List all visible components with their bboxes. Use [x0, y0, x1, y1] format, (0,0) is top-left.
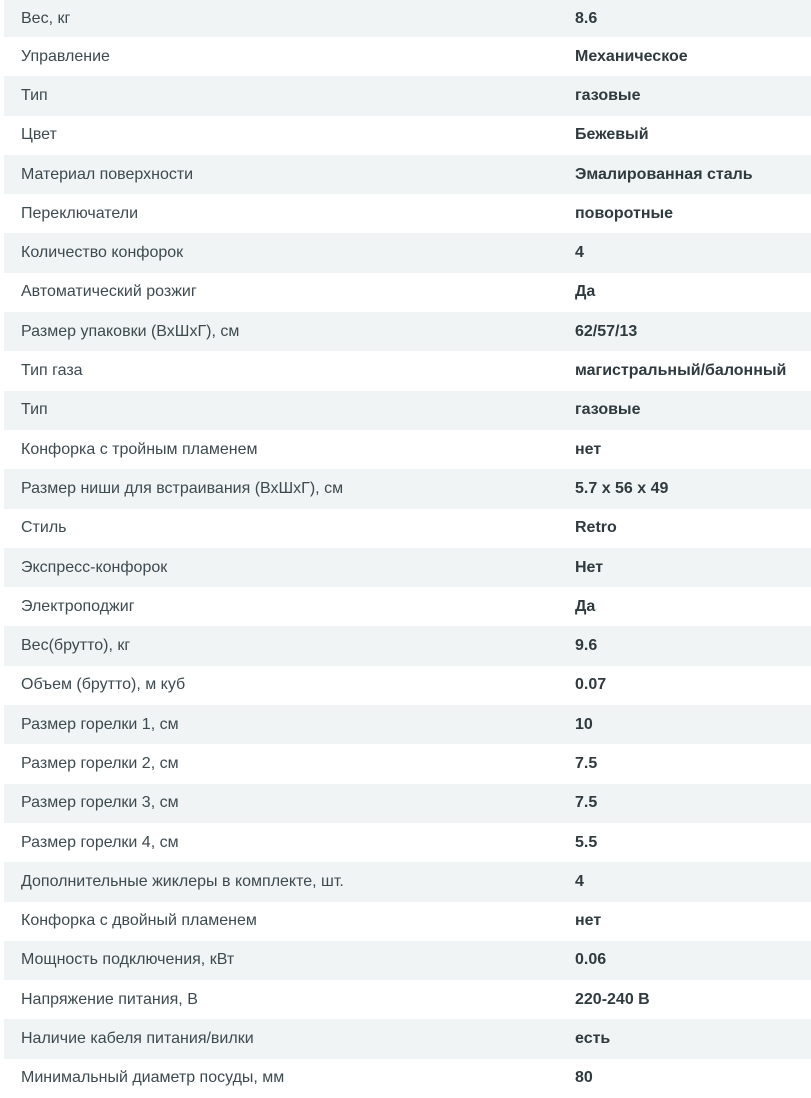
spec-value: 0.06: [575, 951, 607, 969]
spec-name: Наличие кабеля питания/вилки: [21, 1030, 254, 1048]
spec-table: [4, 0, 811, 1098]
spec-name: Размер ниши для встраивания (ВхШхГ), см: [21, 479, 344, 497]
spec-row: [4, 509, 811, 548]
spec-name: Мощность подключения, кВт: [21, 951, 235, 969]
spec-row: [4, 312, 811, 351]
spec-name: Вес(брутто), кг: [21, 637, 131, 655]
spec-name: Минимальный диаметр посуды, мм: [21, 1069, 285, 1087]
spec-value: нет: [575, 912, 602, 930]
spec-name: Электроподжиг: [21, 597, 135, 615]
spec-value: 10: [575, 715, 593, 733]
spec-value: Механическое: [575, 47, 688, 65]
spec-name: Количество конфорок: [21, 244, 184, 262]
spec-row: [4, 351, 811, 390]
spec-name: Дополнительные жиклеры в комплекте, шт.: [21, 872, 344, 890]
spec-name: Материал поверхности: [21, 165, 194, 183]
spec-row: [4, 116, 811, 155]
spec-value: 7.5: [575, 794, 598, 812]
spec-row: [4, 76, 811, 115]
spec-row: [4, 902, 811, 941]
spec-row: [4, 705, 811, 744]
spec-row: [4, 941, 811, 980]
spec-name: Размер упаковки (ВхШхГ), см: [21, 322, 240, 340]
spec-row: [4, 980, 811, 1019]
spec-name: Размер горелки 4, см: [21, 833, 179, 851]
spec-row: [4, 391, 811, 430]
spec-value: газовые: [575, 401, 641, 419]
spec-value: Нет: [575, 558, 604, 576]
spec-value: есть: [575, 1030, 611, 1048]
spec-value: магистральный/балонный: [575, 362, 787, 380]
spec-row: [4, 1059, 811, 1098]
spec-name: Напряжение питания, В: [21, 990, 198, 1008]
spec-row: [4, 744, 811, 783]
spec-name: Тип газа: [21, 362, 83, 380]
spec-name: Цвет: [21, 126, 57, 144]
spec-value: 80: [575, 1069, 593, 1087]
spec-name: Тип: [21, 401, 48, 419]
spec-name: Конфорка с тройным пламенем: [21, 440, 258, 458]
spec-name: Стиль: [21, 519, 67, 537]
spec-name: Конфорка с двойный пламенем: [21, 912, 257, 930]
spec-name: Размер горелки 2, см: [21, 754, 179, 772]
spec-value: Retro: [575, 519, 617, 537]
spec-name: Экспресс-конфорок: [21, 558, 168, 576]
spec-value: 4: [575, 244, 584, 262]
spec-name: Управление: [21, 47, 110, 65]
spec-row: [4, 1019, 811, 1058]
spec-value: 5.5: [575, 833, 598, 851]
spec-value: 62/57/13: [575, 322, 638, 340]
spec-row: [4, 0, 811, 37]
spec-name: Переключатели: [21, 204, 139, 222]
spec-row: [4, 626, 811, 665]
spec-name: Тип: [21, 86, 48, 104]
spec-value: 7.5: [575, 754, 598, 772]
spec-value: Бежевый: [575, 126, 649, 144]
spec-row: [4, 823, 811, 862]
spec-name: Размер горелки 3, см: [21, 794, 179, 812]
spec-value: Да: [575, 597, 596, 615]
spec-row: [4, 194, 811, 233]
spec-name: Размер горелки 1, см: [21, 715, 179, 733]
spec-value: Эмалированная сталь: [575, 165, 753, 183]
spec-row: [4, 430, 811, 469]
spec-row: [4, 784, 811, 823]
spec-name: Объем (брутто), м куб: [21, 676, 186, 694]
spec-row: [4, 587, 811, 626]
spec-value: 5.7 x 56 x 49: [575, 479, 669, 497]
spec-row: [4, 666, 811, 705]
spec-row: [4, 469, 811, 508]
spec-value: 4: [575, 872, 584, 890]
spec-value: 8.6: [575, 9, 598, 27]
spec-value: нет: [575, 440, 602, 458]
spec-value: Да: [575, 283, 596, 301]
spec-name: Автоматический розжиг: [21, 283, 197, 301]
spec-row: [4, 155, 811, 194]
spec-name: Вес, кг: [21, 9, 71, 27]
spec-row: [4, 548, 811, 587]
spec-value: газовые: [575, 86, 641, 104]
spec-value: 9.6: [575, 637, 598, 655]
spec-value: 220-240 В: [575, 990, 650, 1008]
spec-row: [4, 273, 811, 312]
spec-row: [4, 37, 811, 76]
spec-value: поворотные: [575, 204, 674, 222]
spec-row: [4, 233, 811, 272]
spec-row: [4, 862, 811, 901]
spec-value: 0.07: [575, 676, 607, 694]
